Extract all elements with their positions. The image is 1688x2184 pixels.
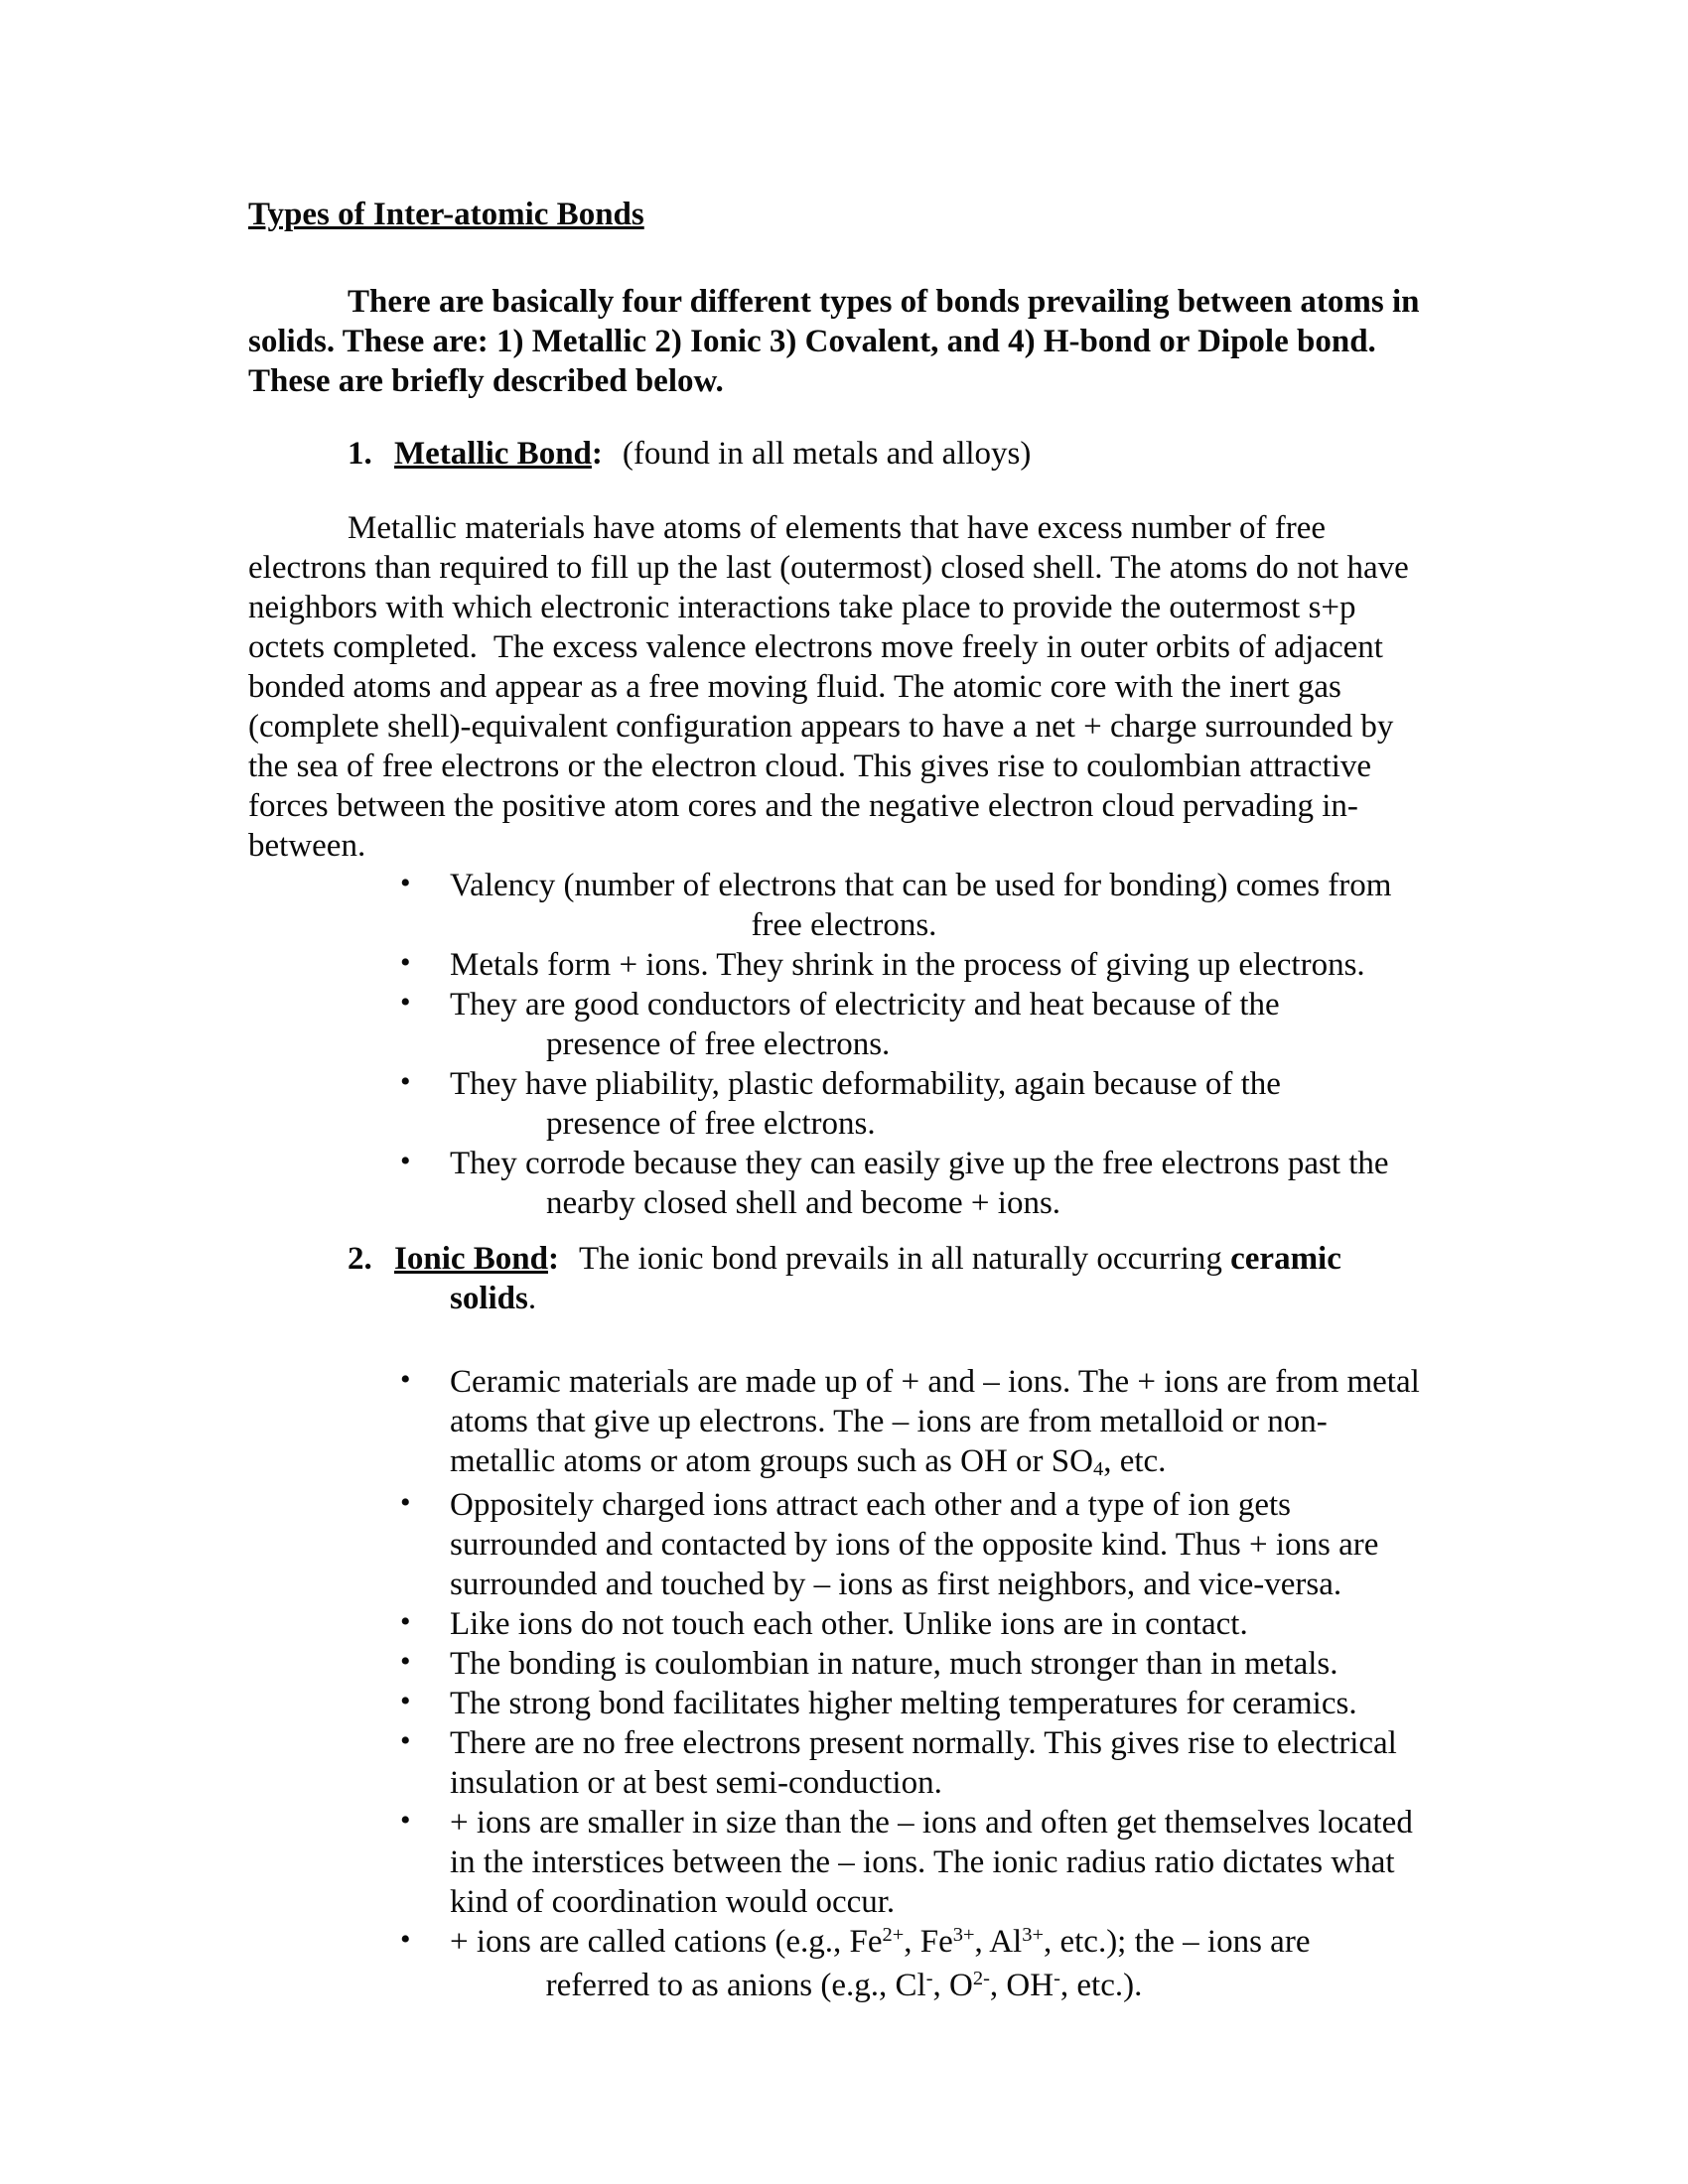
text-line: solids. These are: 1) Metallic 2) Ionic 3) Covalent, and 4) H-bond or Dipole bond. — [248, 324, 1376, 359]
text-line: electrons than required to fill up the last (outermost) closed shell. The atoms do not have — [248, 550, 1409, 586]
bullet-icon: • — [400, 1605, 411, 1638]
text-line: surrounded and contacted by ions of the opposite kind. Thus + ions are — [450, 1527, 1379, 1563]
bullet-icon: • — [400, 1724, 411, 1757]
text-line: The strong bond facilitates higher melting temperatures for ceramics. — [450, 1686, 1357, 1721]
section-colon: : — [591, 436, 603, 472]
list-item — [248, 1684, 1440, 1723]
section-heading-tail: (found in all metals and alloys) — [622, 436, 1032, 472]
list-item — [248, 1803, 1440, 1922]
list-item — [248, 1922, 1440, 2009]
text-line: between. — [248, 828, 366, 864]
text-line: presence of free electrons. — [546, 1026, 891, 1062]
text-line: + ions are smaller in size than the – ions and often get themselves located — [450, 1805, 1413, 1841]
text-line: bonded atoms and appear as a free moving fluid. The atomic core with the inert gas — [248, 669, 1341, 705]
list-item — [248, 985, 1440, 1064]
list-item — [248, 1064, 1440, 1144]
text-line: in the interstices between the – ions. The ionic radius ratio dictates what — [450, 1844, 1395, 1880]
text-line: presence of free elctrons. — [546, 1106, 876, 1142]
section-number: 1. — [348, 436, 372, 472]
section-colon: : — [547, 1241, 559, 1277]
list-item — [248, 1485, 1440, 1604]
text-line: They are good conductors of electricity and heat because of the — [450, 987, 1280, 1023]
document-title-text: Types of Inter-atomic Bonds — [248, 197, 644, 232]
bullet-icon: • — [400, 1363, 411, 1396]
text-line: Ceramic materials are made up of + and – ions. The + ions are from metal — [450, 1364, 1420, 1400]
section-heading-ionic — [248, 1239, 1440, 1318]
section-label: Metallic Bond — [394, 436, 592, 472]
text-line: There are no free electrons present normally. This gives rise to electrical — [450, 1725, 1397, 1761]
text-line: referred to as anions (e.g., Cl-, $O^{2-}$, OH-, etc.). — [545, 1967, 1143, 2003]
bullet-icon: • — [400, 1486, 411, 1519]
section-number: 2. — [348, 1241, 372, 1277]
text-line: (complete shell)-equivalent configuration appears to have a net + charge surrounded by — [248, 709, 1394, 745]
text-line: Metallic materials have atoms of elements that have excess number of free — [348, 510, 1327, 546]
section-heading-metallic — [248, 434, 1440, 474]
bullet-icon: • — [400, 946, 411, 979]
bullet-icon: • — [400, 986, 411, 1019]
metallic-bullet-list — [248, 866, 1440, 1223]
list-item — [248, 1362, 1440, 1485]
metallic-description-paragraph — [248, 508, 1440, 866]
text-line: The bonding is coulombian in nature, much stronger than in metals. — [450, 1646, 1338, 1682]
document-title — [248, 195, 1440, 234]
list-item — [248, 945, 1440, 985]
text-line: forces between the positive atom cores and the negative electron cloud pervading in- — [248, 788, 1358, 824]
text-line: + ions are called cations (e.g., $Fe^{2+}$, $Fe^{3+}$, $Al^{3+}$, etc.); the – ions are — [450, 1923, 1311, 1960]
bullet-icon: • — [400, 1645, 411, 1678]
intro-paragraph — [248, 282, 1440, 401]
section-heading-tail: The ionic bond prevails in all naturally occurring ceramic — [578, 1241, 1341, 1277]
bullet-icon: • — [400, 1923, 411, 1956]
text-line: surrounded and touched by – ions as first neighbors, and vice-versa. — [450, 1567, 1342, 1602]
bullet-icon: • — [400, 1685, 411, 1717]
text-line: insulation or at best semi-conduction. — [450, 1765, 942, 1801]
text-line: metallic atoms or atom groups such as OH or SO4, etc. — [450, 1443, 1167, 1480]
text-line: solids. — [450, 1281, 537, 1316]
text-line: There are basically four different types of bonds prevailing between atoms in — [348, 284, 1420, 320]
bullet-icon: • — [400, 1065, 411, 1098]
text-line: kind of coordination would occur. — [450, 1884, 896, 1920]
ionic-bullet-list — [248, 1362, 1440, 2009]
bullet-icon: • — [400, 867, 411, 899]
text-line: They corrode because they can easily give up the free electrons past the — [450, 1146, 1389, 1181]
text-line: free electrons. — [751, 907, 937, 943]
text-line: neighbors with which electronic interactions take place to provide the outermost s+p — [248, 590, 1356, 625]
text-line: Valency (number of electrons that can be used for bonding) comes from — [450, 868, 1392, 903]
text-line: They have pliability, plastic deformability, again because of the — [450, 1066, 1281, 1102]
section-label: Ionic Bond — [394, 1241, 548, 1277]
list-item — [248, 1723, 1440, 1803]
list-item — [248, 866, 1440, 945]
text-line: the sea of free electrons or the electron cloud. This gives rise to coulombian attractive — [248, 749, 1372, 784]
bullet-icon: • — [400, 1145, 411, 1177]
text-line: Like ions do not touch each other. Unlike ions are in contact. — [450, 1606, 1248, 1642]
text-line: These are briefly described below. — [248, 363, 724, 399]
text-line: Oppositely charged ions attract each other and a type of ion gets — [450, 1487, 1292, 1523]
list-item — [248, 1604, 1440, 1644]
text-line: nearby closed shell and become + ions. — [546, 1185, 1061, 1221]
text-line: Metals form + ions. They shrink in the process of giving up electrons. — [450, 947, 1365, 983]
text-line: octets completed. The excess valence electrons move freely in outer orbits of adjacent — [248, 629, 1383, 665]
text-line: atoms that give up electrons. The – ions are from metalloid or non- — [450, 1404, 1328, 1439]
list-item — [248, 1144, 1440, 1223]
list-item — [248, 1644, 1440, 1684]
bullet-icon: • — [400, 1804, 411, 1837]
